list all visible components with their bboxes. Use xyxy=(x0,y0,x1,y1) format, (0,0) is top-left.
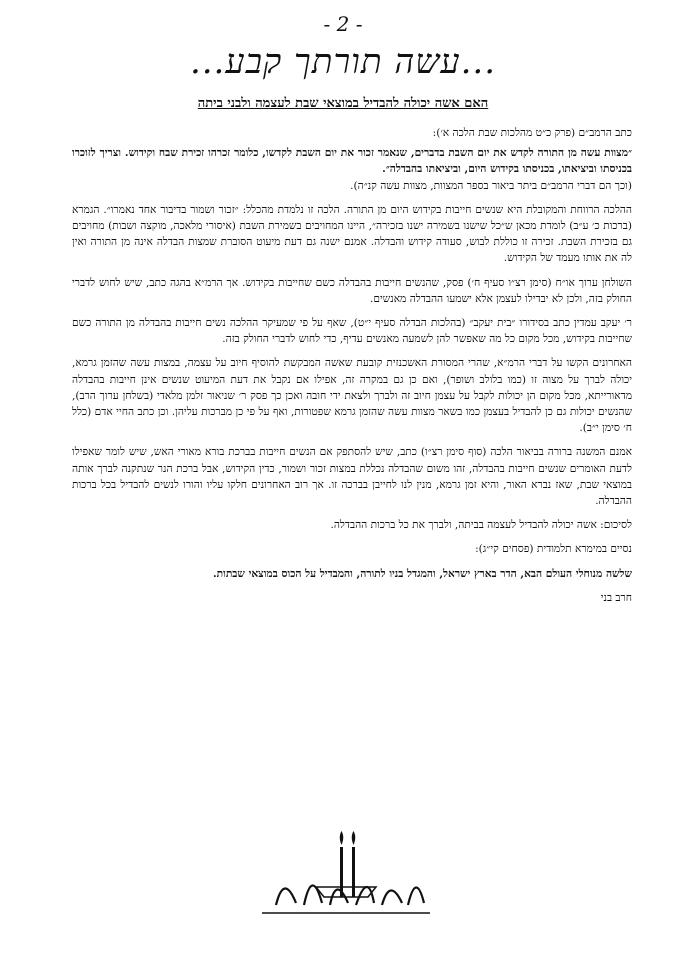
intro-line: כתב הרמב״ם (פרק כ״ט מהלכות שבת הלכה א׳): xyxy=(432,127,632,139)
banner-title: ...עשה תורתך קבע... xyxy=(189,42,497,82)
article-subtitle: האם אשה יכולה להבדיל במוצאי שבת לעצמה ולבני ביתה xyxy=(197,96,489,111)
summary: לסיכום: אשה יכולה להבדיל לעצמה בביתה, ולברך את כל ברכות ההבדלה. xyxy=(330,519,632,532)
quote-note: (וכך הם דברי הרמב״ם ביתר ביאור בספר המצוות, מצוות עשה קנ״ה). xyxy=(350,179,632,192)
paragraph: השולחן ערוך או״ח (סימן רצ״ו סעיף ח׳) פסק, שהנשים חייבות בהבדלה כשם שחייבות בקידוש. אך הרמ״א בהגה כתב, שיש לחוש לדברי החולק בזה, ולכן לא יבדילו לעצמן אלא ישמעו ההבדלה מאנשים. xyxy=(72,276,632,305)
shabbat-shalom-signature-icon xyxy=(256,825,436,920)
closing-quote: שלשה מנוחלי העולם הבא, הדר בארץ ישראל, והמגדל בניו לתורה, והמבדיל על הכוס במוצאי שבתות. xyxy=(212,567,632,580)
paragraph: האחרונים הקשו על דברי הרמ״א, שהרי המסורת האשכנזית קובעת שאשה המבקשת להוסיף חיוב על עצמה, במצות עשה שהזמן גרמא, יכולה לברך על מצוה זו (כמו בלולב ושופר), ואם כן גם במקרה זה, אפילו אם נקבל את דעת המיעוט שנשים אינן חייבות בהבדלה מדאורייתא, מכל מקום הן יכולות לקבל על עצמן חיוב זה ולברך ולצאת ידי חובה ואכן כך פסק ר׳ שניאור זלמן מלאדי (בשלחן ערוך הרב), שהנשים יכולות גם כן להבדיל בעצמן כמו בשאר מצוות עשה שהזמן גרמא שפטורות, ואף על פי כן מברכות עליהן. וכן כתב החיי אדם (כלל ח׳ סימן י״ב). xyxy=(72,357,632,435)
rambam-quote: ״מצוות עשה מן התורה לקדש את יום השבת בדברים, שנאמר זכור את יום השבת לקדשו, כלומר זכרהו זכירת שבח וקידוש. וצריך לזוכרו בכניסתו וביציאתו, בכניסתו בקידוש היום, וביציאתו בהבדלה״. xyxy=(72,147,632,176)
paragraph: אמנם המשנה ברורה בביאור הלכה (סוף סימן רצ״ו) כתב, שיש להסתפק אם הנשים חייבות בברכת בורא מאורי האש, שיש לומר שאפילו לדעת האומרים שנשים חייבות בהבדלה, זהו משום שהבדלה נכללת במצות זכור ושמור, כדין הקידוש, אבל ברכת הנר שנתקנה לברך אותה במוצאי שבת, שאז נברא האור, והיא זמן גרמא, מנין לנו לחייבן בברכה זו. אך רוב האחרונים חלקו עליו והורו לנשים להבדיל בכל ברכות ההבדלה. xyxy=(72,446,632,508)
page-number: - 2 - xyxy=(323,12,363,36)
closing-intro: נסיים במימרא תלמודית (פסחים קי״ג): xyxy=(475,543,632,556)
paragraph: ההלכה הרווחת והמקובלת היא שנשים חייבות בקידוש היום מן התורה. הלכה זו נלמדת מהכלל: ״זכור ושמור בדיבור אחד נאמרו״. הגמרא (ברכות כ׳ ע״ב) לומדת מכאן ש״כל שישנו בשמירה ישנו בזכירה״, היינו המחויבים בשמירת השבת (איסורי מלאכה, מוקצה ושבות) מחויבים גם בזכירת השבת. זכירה זו כוללת לבוש, סעודה קידוש והבדלה. אמנם ישנה גם דעת מיעוט הסוברת שמצות הבדלה אינה מן התורה ואין לה את אותו מעמד של הקידוש. xyxy=(72,203,632,265)
paragraph: ר׳ יעקב עמדין כתב בסידורו ״בית יעקב״ (בהלכות הבדלה סעיף י״ט), שאף על פי שמעיקר ההלכה נשים חייבות בהבדלה מן התורה כשם שחייבות בקידוש, מכל מקום כל מה שאפשר להן לשמעה מאנשים עדיף, כדי לחוש לדברי החולק בזה. xyxy=(72,317,632,346)
signoff: חרב בני xyxy=(600,591,632,604)
article-body xyxy=(72,125,632,614)
